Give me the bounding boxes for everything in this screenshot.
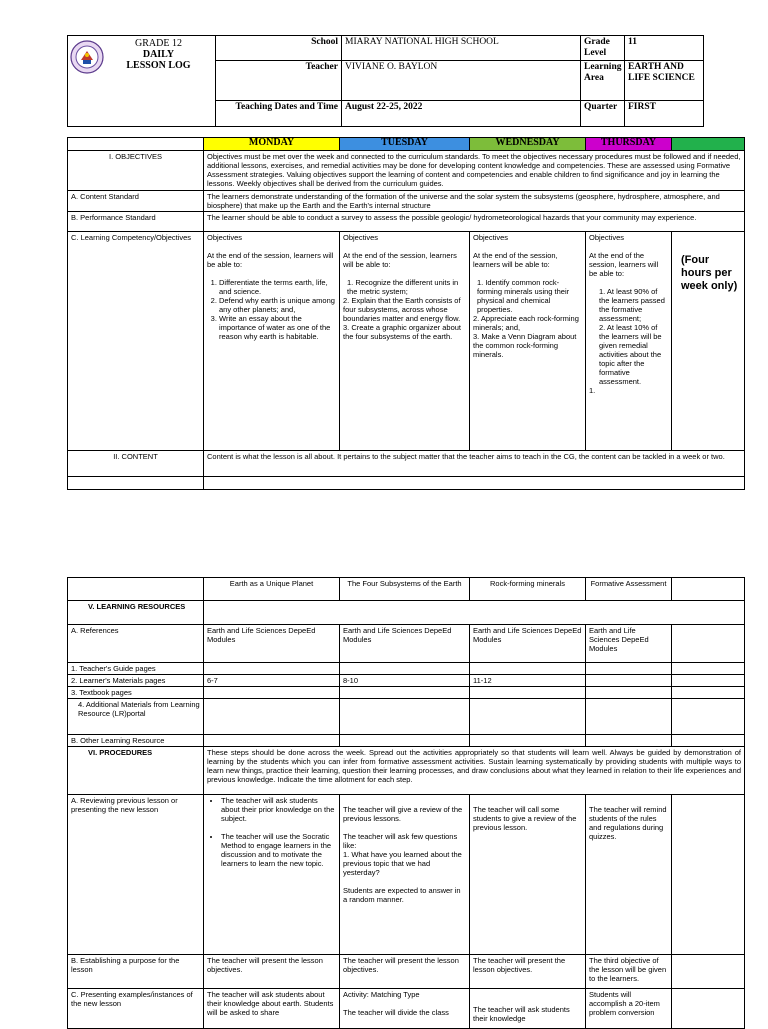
empty-cell <box>672 578 745 601</box>
presenting-wednesday: The teacher will ask students their knowledge <box>470 989 586 1029</box>
empty-cell <box>68 477 204 490</box>
list-item: The teacher will ask few questions like: <box>343 832 458 850</box>
objectives-tuesday <box>340 232 470 451</box>
empty-cell <box>672 699 745 735</box>
list-item: 3. Write an essay about the importance of water as one of the reason why earth is habitable. <box>219 314 336 341</box>
empty-cell <box>340 663 470 675</box>
learning-area-value: EARTH AND LIFE SCIENCE <box>625 61 704 101</box>
procedures-table <box>67 577 745 1029</box>
day-header-thursday: THURSDAY <box>586 138 672 151</box>
review-thursday: The teacher will remind students of the rules and regulations during quizzes. <box>586 795 672 955</box>
objectives-wednesday <box>470 232 586 451</box>
teachers-guide-label: 1. Teacher's Guide pages <box>68 663 204 675</box>
list-item: 1. Recognize the different units in the metric system; <box>347 278 459 296</box>
teacher-value: VIVIANE O. BAYLON <box>342 61 581 101</box>
list-item: 2. Appreciate each rock-forming minerals; and, <box>473 314 579 332</box>
empty-cell <box>672 989 745 1029</box>
presenting-label: C. Presenting examples/instances of the new lesson <box>68 989 204 1029</box>
empty-cell <box>204 699 340 735</box>
learning-area-label: Learning Area <box>581 61 625 101</box>
learning-resources-label: V. LEARNING RESOURCES <box>68 601 204 625</box>
day-header-tuesday: TUESDAY <box>340 138 470 151</box>
other-resource-label: B. Other Learning Resource <box>68 735 204 747</box>
empty-cell <box>204 601 745 625</box>
list-item: The teacher will give a review of the previous lessons. <box>343 805 463 823</box>
dates-label: Teaching Dates and Time <box>216 101 342 127</box>
empty-cell <box>586 675 672 687</box>
grade-label: GRADE 12 <box>135 38 182 49</box>
empty-cell <box>586 663 672 675</box>
list-item: • The teacher will ask students about their prior knowledge on the subject. <box>221 796 336 823</box>
day-header-friday <box>672 138 745 151</box>
list-item: 1. At least 90% of the learners passed the formative assessment; <box>599 287 665 323</box>
empty-cell <box>204 735 340 747</box>
header-logo-cell <box>68 36 216 127</box>
procedures-label: VI. PROCEDURES <box>68 747 204 795</box>
empty-cell <box>68 578 204 601</box>
header-table <box>67 35 704 127</box>
reference-thursday: Earth and Life Sciences DepeEd Modules <box>586 625 672 663</box>
purpose-wednesday: The teacher will present the lesson objectives. <box>470 955 586 989</box>
learners-materials-label: 2. Learner's Materials pages <box>68 675 204 687</box>
performance-standard-label: B. Performance Standard <box>68 212 204 232</box>
empty-cell <box>672 735 745 747</box>
review-monday <box>204 795 340 955</box>
empty-cell <box>204 477 745 490</box>
list-item: 1. <box>589 386 596 395</box>
objectives-heading: Objectives <box>589 233 625 242</box>
content-standard-label: A. Content Standard <box>68 191 204 212</box>
school-value: MIARAY NATIONAL HIGH SCHOOL <box>342 36 581 61</box>
daily-label: DAILY <box>142 49 175 60</box>
learning-competency-label: C. Learning Competency/Objectives <box>68 232 204 451</box>
day-header-monday: MONDAY <box>204 138 340 151</box>
performance-standard-text: The learner should be able to conduct a survey to assess the possible geologic/ hydrometeorological hazards that your community may experience. <box>204 212 745 232</box>
school-label: School <box>216 36 342 61</box>
list-item: 2. Defend why earth is unique among any other planets; and, <box>219 296 336 314</box>
purpose-tuesday: The teacher will present the lesson objectives. <box>340 955 470 989</box>
additional-materials-label: 4. Additional Materials from Learning Resource (LR)portal <box>68 699 204 735</box>
lesson-log-label: LESSON LOG <box>126 60 191 71</box>
list-item: 2. At least 10% of the learners will be given remedial activities about the topic after the formative assessment. <box>599 323 662 386</box>
topic-tuesday: The Four Subsystems of the Earth <box>340 578 470 601</box>
list-item: Activity: Matching Type <box>343 990 420 999</box>
grade-level-label: Grade Level <box>581 36 625 61</box>
list-item: 1. Differentiate the terms earth, life, and science. <box>219 278 336 296</box>
empty-cell <box>470 687 586 699</box>
reference-monday: Earth and Life Sciences DepeEd Modules <box>204 625 340 663</box>
objectives-intro: At the end of the session, learners will be able to: <box>343 251 457 269</box>
empty-cell <box>204 663 340 675</box>
empty-cell <box>470 699 586 735</box>
purpose-label: B. Establishing a purpose for the lesson <box>68 955 204 989</box>
deped-seal-icon <box>70 40 104 74</box>
empty-cell <box>586 735 672 747</box>
dates-value: August 22-25, 2022 <box>342 101 581 127</box>
topic-wednesday: Rock-forming minerals <box>470 578 586 601</box>
content-standard-text: The learners demonstrate understanding of the formation of the universe and the solar system the subsystems (geosphere, hydrosphere, atmosphere, and biosphere) that make up the Earth and the Earth's internal structure <box>204 191 745 212</box>
lm-pages-wednesday: 11-12 <box>470 675 586 687</box>
list-item: 3. Create a graphic organizer about the four subsystems of the earth. <box>343 323 461 341</box>
empty-cell <box>672 675 745 687</box>
objectives-intro: At the end of the session, learners will be able to: <box>589 251 659 278</box>
purpose-monday: The teacher will present the lesson objectives. <box>204 955 340 989</box>
content-text: Content is what the lesson is all about. It pertains to the subject matter that the teacher aims to teach in the CG, the content can be tackled in a week or two. <box>204 451 745 477</box>
empty-cell <box>672 955 745 989</box>
topic-thursday: Formative Assessment <box>586 578 672 601</box>
review-list-monday <box>207 796 336 868</box>
topic-monday: Earth as a Unique Planet <box>204 578 340 601</box>
lm-pages-monday: 6-7 <box>204 675 340 687</box>
lm-pages-tuesday: 8-10 <box>340 675 470 687</box>
empty-cell <box>340 735 470 747</box>
quarter-value: FIRST <box>625 101 704 127</box>
list-item: 3. Make a Venn Diagram about the common rock-forming minerals. <box>473 332 577 359</box>
objectives-text: Objectives must be met over the week and connected to the curriculum standards. To meet the objectives necessary procedures must be followed and if needed, additional lessons, exercises, and remedial activities may be done for developing content knowledge and competencies. These are assessed using Formative Assessment strategies. Valuing objectives support the learning of content and competencies and enable children to find significance and joy in learning the lessons. Weekly objectives shall be derived from the curriculum guides. <box>204 151 745 191</box>
objectives-list-monday <box>207 278 336 341</box>
objectives-heading: Objectives <box>343 233 379 242</box>
empty-cell <box>672 795 745 955</box>
hours-note: (Four hours per week only) <box>681 254 738 292</box>
day-header-blank <box>68 138 204 151</box>
reference-tuesday: Earth and Life Sciences DepeEd Modules <box>340 625 470 663</box>
objectives-thursday <box>586 232 672 451</box>
empty-cell <box>470 735 586 747</box>
objectives-intro: At the end of the session, learners will be able to: <box>473 251 558 269</box>
content-label: II. CONTENT <box>68 451 204 477</box>
list-item: 2. Explain that the Earth consists of four subsystems, across whose boundaries matter and energy flow. <box>343 296 461 323</box>
empty-cell <box>340 687 470 699</box>
review-wednesday: The teacher will call some students to give a review of the previous lesson. <box>470 795 586 955</box>
objectives-monday <box>204 232 340 451</box>
grade-level-value: 11 <box>625 36 704 61</box>
empty-cell <box>672 687 745 699</box>
empty-cell <box>204 687 340 699</box>
review-label: A. Reviewing previous lesson or presenting the new lesson <box>68 795 204 955</box>
list-item: 1. Identify common rock-forming minerals using their physical and chemical properties. <box>477 278 570 314</box>
objectives-heading: Objectives <box>207 233 243 242</box>
empty-cell <box>340 699 470 735</box>
references-label: A. References <box>68 625 204 663</box>
presenting-tuesday <box>340 989 470 1029</box>
review-tuesday <box>340 795 470 955</box>
objectives-label: I. OBJECTIVES <box>68 151 204 191</box>
empty-cell <box>586 687 672 699</box>
presenting-thursday: Students will accomplish a 20-item problem conversion <box>586 989 672 1029</box>
objectives-table <box>67 137 745 490</box>
presenting-monday: The teacher will ask students about their knowledge about earth. Students will be asked to share <box>204 989 340 1029</box>
empty-cell <box>672 663 745 675</box>
list-item: 1. What have you learned about the previous topic that we had yesterday? <box>343 850 462 877</box>
list-item: • The teacher will use the Socratic Method to engage learners in the discussion and to motivate the learners to learn the new topic. <box>221 832 336 868</box>
objectives-intro: At the end of the session, learners will be able to: <box>207 251 334 269</box>
quarter-label: Quarter <box>581 101 625 127</box>
empty-cell <box>672 625 745 663</box>
reference-wednesday: Earth and Life Sciences DepeEd Modules <box>470 625 586 663</box>
empty-cell <box>470 663 586 675</box>
purpose-thursday: The third objective of the lesson will be given to the learners. <box>586 955 672 989</box>
procedures-text: These steps should be done across the week. Spread out the activities appropriately so that students will learn well. Always be guided by demonstration of learning by the students which you can infer from formative assessment activities. Sustain learning systematically by providing students with multiple ways to learn new things, practice their learning, question their learning processes, and draw conclusions about what they learned in relation to their life experiences and previous knowledge. Indicate the time allotment for each step. <box>204 747 745 795</box>
teacher-label: Teacher <box>216 61 342 101</box>
objectives-heading: Objectives <box>473 233 509 242</box>
list-item: The teacher will divide the class <box>343 1008 449 1017</box>
day-header-wednesday: WEDNESDAY <box>470 138 586 151</box>
list-item: Students are expected to answer in a random manner. <box>343 886 461 904</box>
textbook-pages-label: 3. Textbook pages <box>68 687 204 699</box>
empty-cell <box>586 699 672 735</box>
objectives-friday <box>672 232 745 451</box>
